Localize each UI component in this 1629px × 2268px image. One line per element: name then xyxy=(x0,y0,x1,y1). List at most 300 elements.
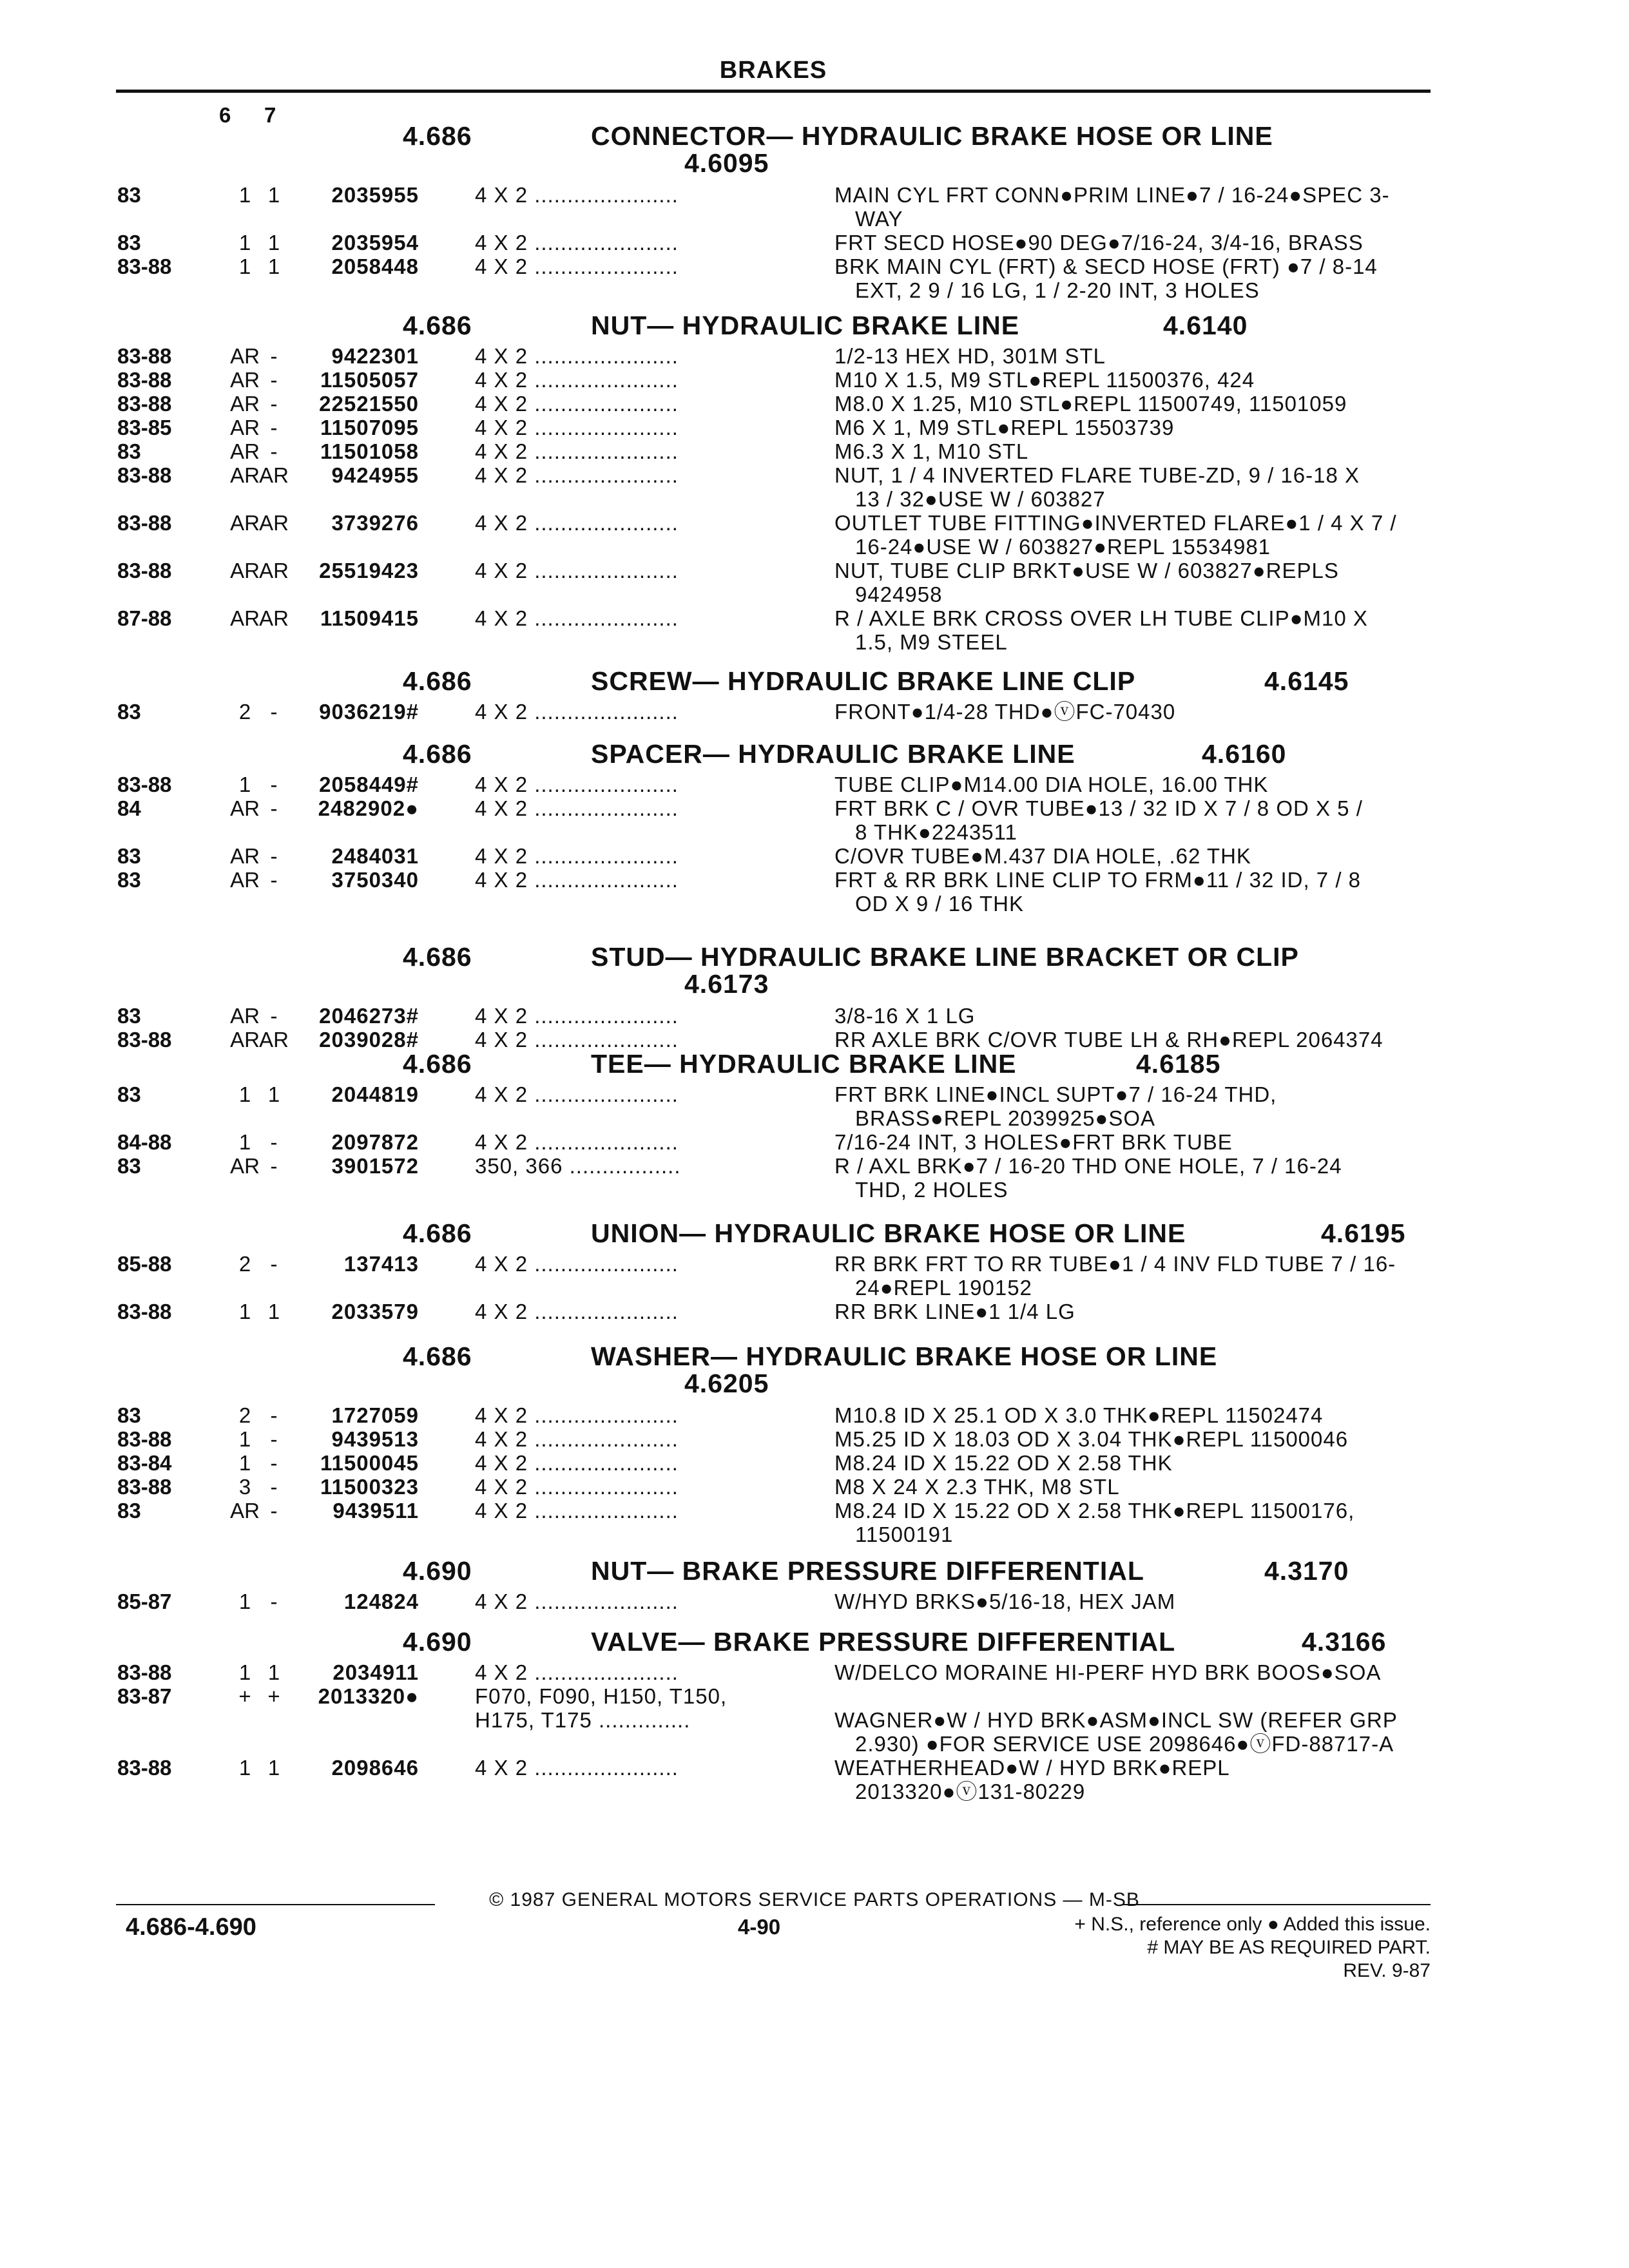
section-code: 4.686 xyxy=(403,942,472,972)
qty-col-6: 3 xyxy=(238,1475,251,1499)
part-number: 11509415 xyxy=(320,606,419,630)
model-years: 83-88 xyxy=(117,368,172,392)
part-row xyxy=(0,255,1629,302)
model-years: 85-88 xyxy=(117,1252,172,1276)
model-years: 83-88 xyxy=(117,773,172,796)
model-code: 4 X 2 ...................... xyxy=(475,1252,679,1276)
part-number: 2039028# xyxy=(319,1028,419,1052)
description-line: OUTLET TUBE FITTING●INVERTED FLARE●1 / 4 X 7 / xyxy=(834,511,1397,535)
section-code: 4.686 xyxy=(403,1341,472,1371)
qty-col-6: 1 xyxy=(238,1451,251,1475)
model-code: 4 X 2 ...................... xyxy=(475,700,679,724)
part-number: 124824 xyxy=(343,1590,419,1613)
model-code: 4 X 2 ...................... xyxy=(475,1756,679,1780)
model-code: 4 X 2 ...................... xyxy=(475,1130,679,1154)
qty-col-7: - xyxy=(270,1475,278,1499)
qty-col-6: AR xyxy=(230,606,260,630)
model-years: 83 xyxy=(117,1004,141,1028)
qty-col-6: AR xyxy=(230,559,260,582)
qty-col-7: - xyxy=(270,1451,278,1475)
description-continuation: 8 THK●2243511 xyxy=(855,820,1017,844)
model-code: 4 X 2 ...................... xyxy=(475,1475,679,1499)
part-description xyxy=(834,231,1427,255)
part-description xyxy=(834,392,1427,416)
model-years: 87-88 xyxy=(117,606,172,630)
qty-col-6: AR xyxy=(230,1028,260,1052)
section xyxy=(0,1341,1629,1546)
part-row xyxy=(0,416,1629,439)
qty-col-6: 1 xyxy=(238,1660,251,1684)
part-description xyxy=(834,844,1427,868)
section xyxy=(0,1556,1629,1613)
section-code: 4.686 xyxy=(403,311,472,340)
part-description xyxy=(834,368,1427,392)
qty-col-7: - xyxy=(270,1154,278,1178)
description-line: 1/2-13 HEX HD, 301M STL xyxy=(834,344,1106,368)
section-code: 4.686 xyxy=(403,739,472,769)
section-heading xyxy=(0,1556,1629,1590)
model-code: 4 X 2 ...................... xyxy=(475,439,679,463)
description-continuation: BRASS●REPL 2039925●SOA xyxy=(855,1106,1156,1130)
part-number: 2013320● xyxy=(318,1684,419,1708)
part-description xyxy=(834,1154,1427,1202)
section-heading xyxy=(0,1049,1629,1082)
part-row xyxy=(0,511,1629,559)
section-reference: 4.6185 xyxy=(1136,1049,1221,1079)
description-line: FRT & RR BRK LINE CLIP TO FRM●11 / 32 ID, 7 / 8 xyxy=(834,868,1362,892)
part-row xyxy=(0,1708,1629,1756)
model-years: 83 xyxy=(117,183,141,207)
section-code: 4.690 xyxy=(403,1627,472,1657)
qty-col-6: AR xyxy=(230,463,260,487)
model-years: 83-88 xyxy=(117,1756,172,1780)
description-continuation: 11500191 xyxy=(855,1523,954,1546)
model-code: 4 X 2 ...................... xyxy=(475,1004,679,1028)
model-code: 4 X 2 ...................... xyxy=(475,773,679,796)
section-name: WASHER— HYDRAULIC BRAKE HOSE OR LINE xyxy=(591,1341,1218,1371)
description-continuation: THD, 2 HOLES xyxy=(855,1178,1008,1202)
description-line: M8 X 24 X 2.3 THK, M8 STL xyxy=(834,1475,1120,1499)
description-line: M8.0 X 1.25, M10 STL●REPL 11500749, 11501059 xyxy=(834,392,1347,416)
description-line: R / AXLE BRK CROSS OVER LH TUBE CLIP●M10 X xyxy=(834,606,1368,630)
qty-col-6: AR xyxy=(230,368,260,392)
description-line: M8.24 ID X 15.22 OD X 2.58 THK xyxy=(834,1451,1173,1475)
qty-col-6: AR xyxy=(230,439,260,463)
section-heading xyxy=(0,1218,1629,1252)
qty-col-6: AR xyxy=(230,796,260,820)
part-row xyxy=(0,1082,1629,1130)
part-number: 9036219# xyxy=(319,700,419,724)
part-number: 2046273# xyxy=(319,1004,419,1028)
part-description xyxy=(834,1684,1427,1708)
part-description xyxy=(834,1475,1427,1499)
model-code: 4 X 2 ...................... xyxy=(475,559,679,582)
part-description xyxy=(834,773,1427,796)
qty-col-6: AR xyxy=(230,1499,260,1523)
qty-col-7: 1 xyxy=(267,183,280,207)
part-number: 2482902● xyxy=(318,796,419,820)
part-description xyxy=(834,439,1427,463)
section-code: 4.686 xyxy=(403,666,472,696)
qty-col-7: AR xyxy=(259,606,289,630)
part-description xyxy=(834,255,1427,302)
description-line: 3/8-16 X 1 LG xyxy=(834,1004,976,1028)
qty-col-7: - xyxy=(270,416,278,439)
part-number: 2044819 xyxy=(331,1082,419,1106)
part-description xyxy=(834,183,1427,231)
section-heading xyxy=(0,666,1629,700)
model-years: 83-88 xyxy=(117,1427,172,1451)
model-code: 4 X 2 ...................... xyxy=(475,1028,679,1052)
part-number: 3739276 xyxy=(331,511,419,535)
section-heading xyxy=(0,311,1629,344)
section-code: 4.686 xyxy=(403,1218,472,1248)
qty-col-6: AR xyxy=(230,844,260,868)
section-name: NUT— BRAKE PRESSURE DIFFERENTIAL xyxy=(591,1556,1144,1586)
page-title: BRAKES xyxy=(719,57,827,84)
qty-col-7: - xyxy=(270,868,278,892)
section xyxy=(0,121,1629,302)
model-years: 83-88 xyxy=(117,1028,172,1052)
model-years: 83 xyxy=(117,868,141,892)
section-name: STUD— HYDRAULIC BRAKE LINE BRACKET OR CLIP xyxy=(591,942,1299,972)
qty-col-6: 2 xyxy=(238,700,251,724)
qty-col-7: 1 xyxy=(267,1756,280,1780)
section-name: CONNECTOR— HYDRAULIC BRAKE HOSE OR LINE xyxy=(591,121,1273,151)
section-heading xyxy=(0,121,1629,155)
section-heading xyxy=(0,1341,1629,1375)
part-number: 9439513 xyxy=(331,1427,419,1451)
part-description xyxy=(834,606,1427,654)
description-continuation: 9424958 xyxy=(855,582,943,606)
part-description xyxy=(834,1004,1427,1028)
section-name: NUT— HYDRAULIC BRAKE LINE xyxy=(591,311,1020,340)
description-line: R / AXL BRK●7 / 16-20 THD ONE HOLE, 7 / 16-24 xyxy=(834,1154,1342,1178)
description-line: TUBE CLIP●M14.00 DIA HOLE, 16.00 THK xyxy=(834,773,1269,796)
part-number: 25519423 xyxy=(319,559,419,582)
part-number: 9439511 xyxy=(333,1499,419,1523)
model-code: 4 X 2 ...................... xyxy=(475,844,679,868)
model-years: 83-88 xyxy=(117,1475,172,1499)
part-row xyxy=(0,559,1629,606)
model-years: 83-88 xyxy=(117,392,172,416)
part-row xyxy=(0,1451,1629,1475)
part-description xyxy=(834,1082,1427,1130)
part-description xyxy=(834,796,1427,844)
model-years: 83-87 xyxy=(117,1684,172,1708)
part-number: 2097872 xyxy=(331,1130,419,1154)
part-number: 2484031 xyxy=(331,844,419,868)
qty-col-7: - xyxy=(270,773,278,796)
part-number: 1727059 xyxy=(331,1403,419,1427)
qty-col-7: - xyxy=(270,344,278,368)
description-line: M6.3 X 1, M10 STL xyxy=(834,439,1029,463)
section-reference: 4.3166 xyxy=(1302,1627,1387,1657)
model-years: 83 xyxy=(117,1499,141,1523)
qty-col-7: 1 xyxy=(267,1082,280,1106)
qty-col-6: AR xyxy=(230,416,260,439)
section xyxy=(0,1049,1629,1202)
part-description xyxy=(834,1590,1427,1613)
qty-col-7: - xyxy=(270,1252,278,1276)
description-continuation: 2.930) ●FOR SERVICE USE 2098646●ⓥFD-88717-A xyxy=(855,1732,1394,1756)
qty-col-6: AR xyxy=(230,1154,260,1178)
description-line: FRT SECD HOSE●90 DEG●7/16-24, 3/4-16, BRASS xyxy=(834,231,1364,255)
footer-legend-1: + N.S., reference only ● Added this issue. xyxy=(1074,1914,1431,1935)
qty-col-6: + xyxy=(238,1684,251,1708)
part-number: 22521550 xyxy=(319,392,419,416)
part-description xyxy=(834,1499,1427,1546)
section xyxy=(0,1627,1629,1803)
section xyxy=(0,311,1629,654)
section-name: UNION— HYDRAULIC BRAKE HOSE OR LINE xyxy=(591,1218,1186,1248)
section-code: 4.690 xyxy=(403,1556,472,1586)
section xyxy=(0,1218,1629,1323)
part-row xyxy=(0,231,1629,255)
section-code: 4.686 xyxy=(403,1049,472,1079)
part-row xyxy=(0,1300,1629,1323)
model-years: 83 xyxy=(117,1154,141,1178)
footer-page-number: 4-90 xyxy=(738,1915,781,1939)
description-line: MAIN CYL FRT CONN●PRIM LINE●7 / 16-24●SPEC 3- xyxy=(834,183,1390,207)
description-line: FRT BRK C / OVR TUBE●13 / 32 ID X 7 / 8 OD X 5 / xyxy=(834,796,1363,820)
part-row xyxy=(0,1130,1629,1154)
model-code: 4 X 2 ...................... xyxy=(475,1403,679,1427)
part-description xyxy=(834,1403,1427,1427)
description-continuation: 2013320●ⓥ131-80229 xyxy=(855,1780,1086,1803)
description-line: W/DELCO MORAINE HI-PERF HYD BRK BOOS●SOA xyxy=(834,1660,1382,1684)
part-row xyxy=(0,1590,1629,1613)
section xyxy=(0,739,1629,916)
qty-col-7: - xyxy=(270,796,278,820)
model-code: 4 X 2 ...................... xyxy=(475,511,679,535)
part-row xyxy=(0,1028,1629,1052)
part-row xyxy=(0,1756,1629,1803)
section-heading xyxy=(0,942,1629,975)
section-reference: 4.6205 xyxy=(684,1369,769,1398)
qty-col-6: 1 xyxy=(238,1130,251,1154)
model-code: 4 X 2 ...................... xyxy=(475,1590,679,1613)
part-number: 2033579 xyxy=(331,1300,419,1323)
section-name: TEE— HYDRAULIC BRAKE LINE xyxy=(591,1049,1017,1079)
qty-col-7: 1 xyxy=(267,255,280,278)
header-rule xyxy=(116,90,1431,93)
model-years: 83 xyxy=(117,700,141,724)
qty-col-7: AR xyxy=(259,511,289,535)
description-continuation: 13 / 32●USE W / 603827 xyxy=(855,487,1106,511)
footer-legend-2: # MAY BE AS REQUIRED PART. xyxy=(1147,1937,1431,1958)
part-row xyxy=(0,1427,1629,1451)
section-heading-continued xyxy=(0,969,1629,1004)
section-code: 4.686 xyxy=(403,121,472,151)
model-years: 84 xyxy=(117,796,141,820)
qty-col-7: - xyxy=(270,844,278,868)
model-years: 83 xyxy=(117,844,141,868)
part-description xyxy=(834,1708,1427,1756)
model-years: 83-88 xyxy=(117,255,172,278)
model-code: 4 X 2 ...................... xyxy=(475,392,679,416)
qty-col-7: 1 xyxy=(267,231,280,255)
part-row xyxy=(0,868,1629,916)
model-code: 4 X 2 ...................... xyxy=(475,606,679,630)
model-code: 4 X 2 ...................... xyxy=(475,344,679,368)
qty-col-6: 2 xyxy=(238,1252,251,1276)
part-number: 2035955 xyxy=(331,183,419,207)
footer-section-range: 4.686-4.690 xyxy=(126,1914,256,1941)
description-line: M5.25 ID X 18.03 OD X 3.04 THK●REPL 11500046 xyxy=(834,1427,1349,1451)
section-heading-continued xyxy=(0,1369,1629,1403)
part-number: 2098646 xyxy=(331,1756,419,1780)
description-line: M8.24 ID X 15.22 OD X 2.58 THK●REPL 11500176, xyxy=(834,1499,1355,1523)
section-name: VALVE— BRAKE PRESSURE DIFFERENTIAL xyxy=(591,1627,1176,1657)
part-number: 11505057 xyxy=(320,368,419,392)
model-code: H175, T175 .............. xyxy=(475,1708,691,1732)
description-line: WEATHERHEAD●W / HYD BRK●REPL xyxy=(834,1756,1230,1780)
part-description xyxy=(834,511,1427,559)
qty-col-7: - xyxy=(270,392,278,416)
qty-col-7: + xyxy=(267,1684,280,1708)
description-continuation: EXT, 2 9 / 16 LG, 1 / 2-20 INT, 3 HOLES xyxy=(855,278,1260,302)
qty-col-7: 1 xyxy=(267,1300,280,1323)
part-description xyxy=(834,1028,1427,1052)
qty-col-6: AR xyxy=(230,511,260,535)
model-years: 83-88 xyxy=(117,559,172,582)
qty-col-6: 1 xyxy=(238,1756,251,1780)
description-continuation: 1.5, M9 STEEL xyxy=(855,630,1008,654)
qty-col-7: - xyxy=(270,439,278,463)
description-line: C/OVR TUBE●M.437 DIA HOLE, .62 THK xyxy=(834,844,1251,868)
part-row xyxy=(0,344,1629,368)
section-reference: 4.6145 xyxy=(1264,666,1349,696)
part-row xyxy=(0,1154,1629,1202)
model-code: F070, F090, H150, T150, xyxy=(475,1684,728,1708)
qty-col-7: AR xyxy=(259,463,289,487)
part-description xyxy=(834,1451,1427,1475)
model-code: 4 X 2 ...................... xyxy=(475,183,679,207)
column-7-label: 7 xyxy=(264,103,276,127)
description-line: 7/16-24 INT, 3 HOLES●FRT BRK TUBE xyxy=(834,1130,1233,1154)
model-years: 83-88 xyxy=(117,511,172,535)
section-reference: 4.6140 xyxy=(1163,311,1248,340)
description-line: NUT, TUBE CLIP BRKT●USE W / 603827●REPLS xyxy=(834,559,1339,582)
qty-col-7: AR xyxy=(259,559,289,582)
qty-col-6: AR xyxy=(230,392,260,416)
description-line: BRK MAIN CYL (FRT) & SECD HOSE (FRT) ●7 / 8-14 xyxy=(834,255,1378,278)
part-row xyxy=(0,1403,1629,1427)
part-number: 2058449# xyxy=(319,773,419,796)
section-reference: 4.3170 xyxy=(1264,1556,1349,1586)
part-description xyxy=(834,1660,1427,1684)
qty-col-6: 1 xyxy=(238,183,251,207)
part-number: 2058448 xyxy=(331,255,419,278)
description-line: M10 X 1.5, M9 STL●REPL 11500376, 424 xyxy=(834,368,1255,392)
part-row xyxy=(0,1004,1629,1028)
model-years: 83 xyxy=(117,1403,141,1427)
part-number: 9424955 xyxy=(331,463,419,487)
part-row xyxy=(0,700,1629,724)
section-name: SCREW— HYDRAULIC BRAKE LINE CLIP xyxy=(591,666,1136,696)
part-row xyxy=(0,1252,1629,1300)
model-years: 83-88 xyxy=(117,344,172,368)
qty-col-6: AR xyxy=(230,344,260,368)
part-description xyxy=(834,1756,1427,1803)
model-years: 83-88 xyxy=(117,1300,172,1323)
footer-revision: REV. 9-87 xyxy=(1343,1960,1431,1981)
description-line: FRONT●1/4-28 THD●ⓥFC-70430 xyxy=(834,700,1176,724)
qty-col-6: 1 xyxy=(238,773,251,796)
part-description xyxy=(834,1252,1427,1300)
description-line: W/HYD BRKS●5/16-18, HEX JAM xyxy=(834,1590,1176,1613)
part-description xyxy=(834,700,1427,724)
description-line: M6 X 1, M9 STL●REPL 15503739 xyxy=(834,416,1175,439)
model-code: 4 X 2 ...................... xyxy=(475,868,679,892)
model-years: 83-88 xyxy=(117,463,172,487)
description-line: NUT, 1 / 4 INVERTED FLARE TUBE-ZD, 9 / 16-18 X xyxy=(834,463,1360,487)
qty-col-7: - xyxy=(270,1499,278,1523)
description-line: RR AXLE BRK C/OVR TUBE LH & RH●REPL 2064374 xyxy=(834,1028,1383,1052)
model-code: 4 X 2 ...................... xyxy=(475,255,679,278)
model-code: 4 X 2 ...................... xyxy=(475,416,679,439)
model-years: 83-88 xyxy=(117,1660,172,1684)
part-description xyxy=(834,1130,1427,1154)
qty-col-6: 2 xyxy=(238,1403,251,1427)
model-code: 4 X 2 ...................... xyxy=(475,1499,679,1523)
qty-col-6: 1 xyxy=(238,1427,251,1451)
footer-copyright: © 1987 GENERAL MOTORS SERVICE PARTS OPERATIONS — M-SB xyxy=(489,1889,1140,1910)
qty-col-6: 1 xyxy=(238,1300,251,1323)
qty-col-7: - xyxy=(270,700,278,724)
part-row xyxy=(0,1660,1629,1684)
qty-col-7: - xyxy=(270,1590,278,1613)
section-reference: 4.6160 xyxy=(1202,739,1287,769)
part-description xyxy=(834,416,1427,439)
part-description xyxy=(834,344,1427,368)
part-number: 11500045 xyxy=(320,1451,419,1475)
qty-col-7: - xyxy=(270,368,278,392)
model-code: 4 X 2 ...................... xyxy=(475,1082,679,1106)
section-name: SPACER— HYDRAULIC BRAKE LINE xyxy=(591,739,1075,769)
model-years: 83-85 xyxy=(117,416,172,439)
section-heading xyxy=(0,739,1629,773)
description-line: FRT BRK LINE●INCL SUPT●7 / 16-24 THD, xyxy=(834,1082,1277,1106)
part-number: 11501058 xyxy=(320,439,419,463)
part-row xyxy=(0,844,1629,868)
qty-col-7: - xyxy=(270,1130,278,1154)
model-code: 350, 366 ................. xyxy=(475,1154,681,1178)
qty-col-6: 1 xyxy=(238,1590,251,1613)
model-years: 83 xyxy=(117,231,141,255)
model-code: 4 X 2 ...................... xyxy=(475,1300,679,1323)
part-description xyxy=(834,559,1427,606)
qty-col-7: - xyxy=(270,1427,278,1451)
qty-col-6: 1 xyxy=(238,231,251,255)
section-heading xyxy=(0,1627,1629,1660)
section xyxy=(0,942,1629,1052)
section-reference: 4.6195 xyxy=(1321,1218,1406,1248)
model-code: 4 X 2 ...................... xyxy=(475,368,679,392)
part-row xyxy=(0,183,1629,231)
part-description xyxy=(834,868,1427,916)
model-years: 85-87 xyxy=(117,1590,172,1613)
section-reference: 4.6173 xyxy=(684,969,769,999)
description-line: M10.8 ID X 25.1 OD X 3.0 THK●REPL 11502474 xyxy=(834,1403,1324,1427)
part-row xyxy=(0,796,1629,844)
part-row xyxy=(0,1499,1629,1546)
part-row xyxy=(0,606,1629,654)
section xyxy=(0,666,1629,724)
model-years: 83 xyxy=(117,439,141,463)
part-row xyxy=(0,1475,1629,1499)
